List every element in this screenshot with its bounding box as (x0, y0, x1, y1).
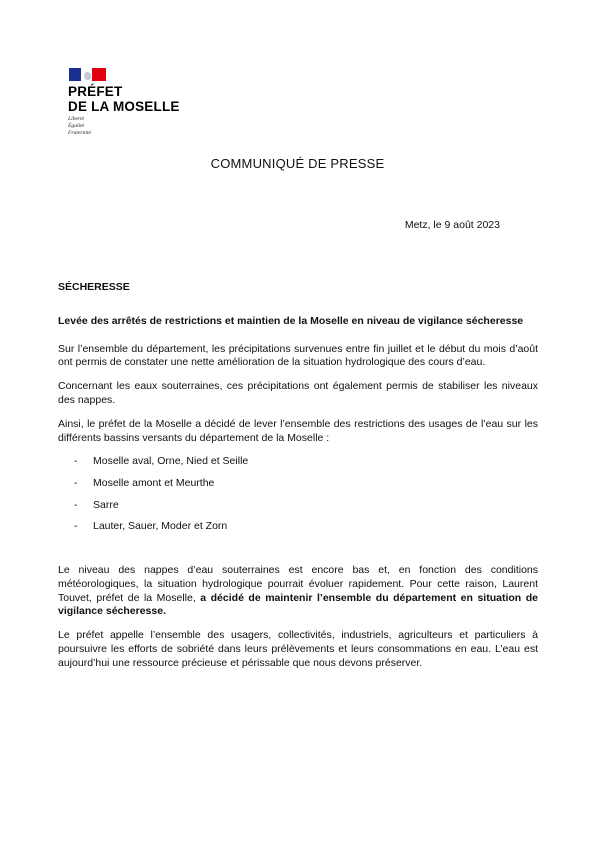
headline: Levée des arrêtés de restrictions et maintien de la Moselle en niveau de vigilance sécheresse (58, 314, 524, 327)
logo-line-prefet: PRÉFET (68, 84, 123, 99)
list-item (58, 477, 538, 491)
logo-line-moselle: DE LA MOSELLE (68, 99, 180, 114)
logo-title (68, 84, 208, 114)
paragraph-situation: Sur l’ensemble du département, les précipitations survenues entre fin juillet et le début du mois d’août ont permis de constater une nette amélioration de la situation hydrologique des cours d’eau. (58, 342, 538, 369)
bullet-dash: - (74, 455, 78, 468)
bullet-dash: - (74, 520, 78, 533)
marianne-flag-icon (69, 68, 106, 81)
basin-label: Moselle amont et Meurthe (93, 476, 215, 489)
basin-list (58, 455, 538, 534)
basin-label: Moselle aval, Orne, Nied et Seille (93, 455, 249, 468)
press-release-title: COMMUNIQUÉ DE PRESSE (210, 156, 385, 171)
basin-label: Sarre (93, 498, 119, 511)
paragraph-groundwater: Concernant les eaux souterraines, ces précipitations ont également permis de stabiliser les niveaux des nappes. (58, 380, 538, 406)
vigilance-text: Le niveau des nappes d’eau souterraines est encore bas et, en fonction des conditions météorologiques, la situation hydrologique pourrait évoluer rapidement. Pour cette raison, Laurent Touvet, préfet de la Moselle, (58, 563, 538, 604)
motto-liberte: Liberté (68, 116, 85, 122)
motto-egalite: Égalité (68, 123, 85, 130)
list-item (58, 455, 538, 469)
republic-motto (68, 116, 208, 138)
paragraph-vigilance (58, 564, 538, 619)
vigilance-decision: a décidé de maintenir l’ensemble du département en situation de vigilance sécheresse. (58, 591, 538, 618)
bullet-dash: - (74, 476, 78, 489)
motto-fraternite: Fraternité (68, 130, 91, 137)
paragraph-decision: Ainsi, le préfet de la Moselle a décidé de lever l’ensemble des restrictions des usages de l’eau sur les différents bassins versants du département de la Moselle : (58, 417, 538, 444)
prefecture-logo (68, 68, 208, 138)
release-date: Metz, le 9 août 2023 (404, 219, 500, 231)
bullet-dash: - (74, 498, 78, 511)
list-item (58, 520, 538, 534)
paragraph-appeal: Le préfet appelle l’ensemble des usagers, collectivités, industriels, agriculteurs et particuliers à poursuivre les efforts de sobriété dans leurs prélèvements et leurs consommations en eau. L’eau est aujourd’hui une ressource précieuse et périssable que nous devons préserver. (58, 629, 538, 669)
list-item (58, 499, 538, 513)
document-body (58, 281, 538, 681)
section-title: SÉCHERESSE (58, 281, 130, 293)
basin-label: Lauter, Sauer, Moder et Zorn (93, 520, 228, 533)
